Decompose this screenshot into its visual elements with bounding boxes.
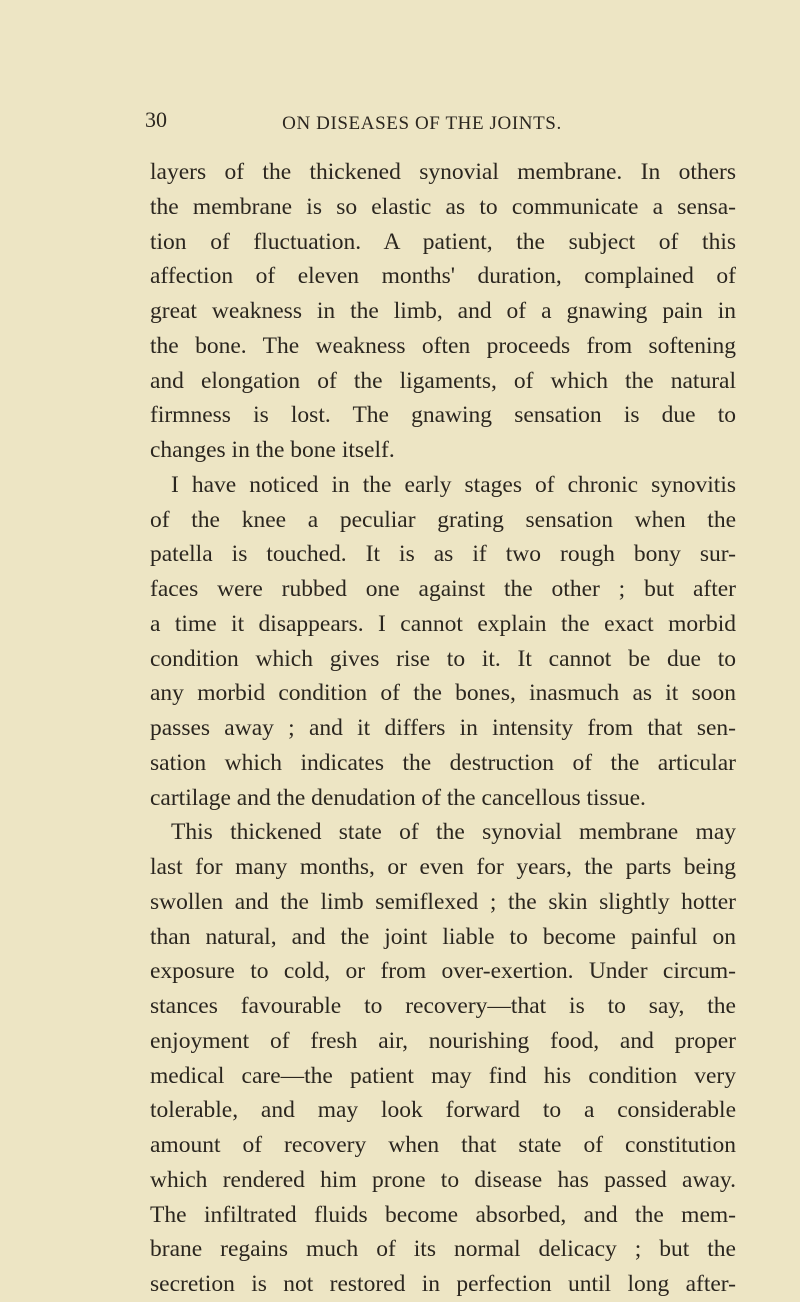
text-line: tolerable, and may look forward to a considerable	[150, 1097, 736, 1124]
text-line: The infiltrated fluids become absorbed, and the mem-	[150, 1201, 736, 1228]
text-line: firmness is lost. The gnawing sensation is due to	[150, 402, 736, 429]
text-line: which rendered him prone to disease has passed away.	[150, 1166, 736, 1193]
text-line: faces were rubbed one against the other ; but after	[150, 576, 736, 602]
text-line: This thickened state of the synovial membrane may	[171, 819, 736, 846]
text-line: and elongation of the ligaments, of which the natural	[150, 367, 736, 394]
text-line: last for many months, or even for years, the parts being	[150, 854, 736, 880]
text-line: medical care—the patient may find his condition very	[150, 1062, 736, 1089]
text-line: than natural, and the joint liable to become painful on	[150, 923, 736, 950]
text-line: condition which gives rise to it. It cannot be due to	[150, 645, 736, 672]
page-number: 30	[145, 107, 167, 132]
text-line: enjoyment of fresh air, nourishing food, and proper	[150, 1027, 736, 1054]
text-line: I have noticed in the early stages of chronic synovitis	[171, 471, 736, 498]
text-line: affection of eleven months' duration, complained of	[150, 263, 736, 290]
text-line: any morbid condition of the bones, inasmuch as it soon	[150, 680, 736, 707]
text-line: sation which indicates the destruction of the articular	[150, 749, 736, 776]
text-line: swollen and the limb semiflexed ; the skin slightly hotter	[150, 888, 736, 915]
text-line: great weakness in the limb, and of a gnawing pain in	[150, 298, 736, 324]
text-line: the membrane is so elastic as to communicate a sensa-	[150, 193, 736, 220]
text-line: cartilage and the denudation of the cancellous tissue.	[150, 784, 646, 811]
text-line: the bone. The weakness often proceeds from softening	[150, 332, 736, 359]
text-line: tion of fluctuation. A patient, the subject of this	[150, 228, 736, 255]
text-line: stances favourable to recovery—that is to say, the	[150, 993, 736, 1019]
text-line: of the knee a peculiar grating sensation when the	[150, 506, 736, 533]
text-line: layers of the thickened synovial membrane. In others	[150, 159, 736, 185]
text-line: patella is touched. It is as if two rough bony sur-	[150, 541, 736, 568]
text-line: brane regains much of its normal delicacy ; but the	[150, 1236, 736, 1263]
running-title: ON DISEASES OF THE JOINTS.	[282, 113, 562, 134]
body-text	[150, 155, 736, 1302]
text-line: a time it disappears. I cannot explain the exact morbid	[150, 610, 736, 637]
text-line: changes in the bone itself.	[150, 437, 395, 463]
text-line: exposure to cold, or from over-exertion. Under circum-	[150, 958, 736, 985]
text-line: secretion is not restored in perfection until long after-	[150, 1271, 736, 1297]
text-line: amount of recovery when that state of constitution	[150, 1132, 736, 1158]
text-line: passes away ; and it differs in intensity from that sen-	[150, 715, 736, 741]
